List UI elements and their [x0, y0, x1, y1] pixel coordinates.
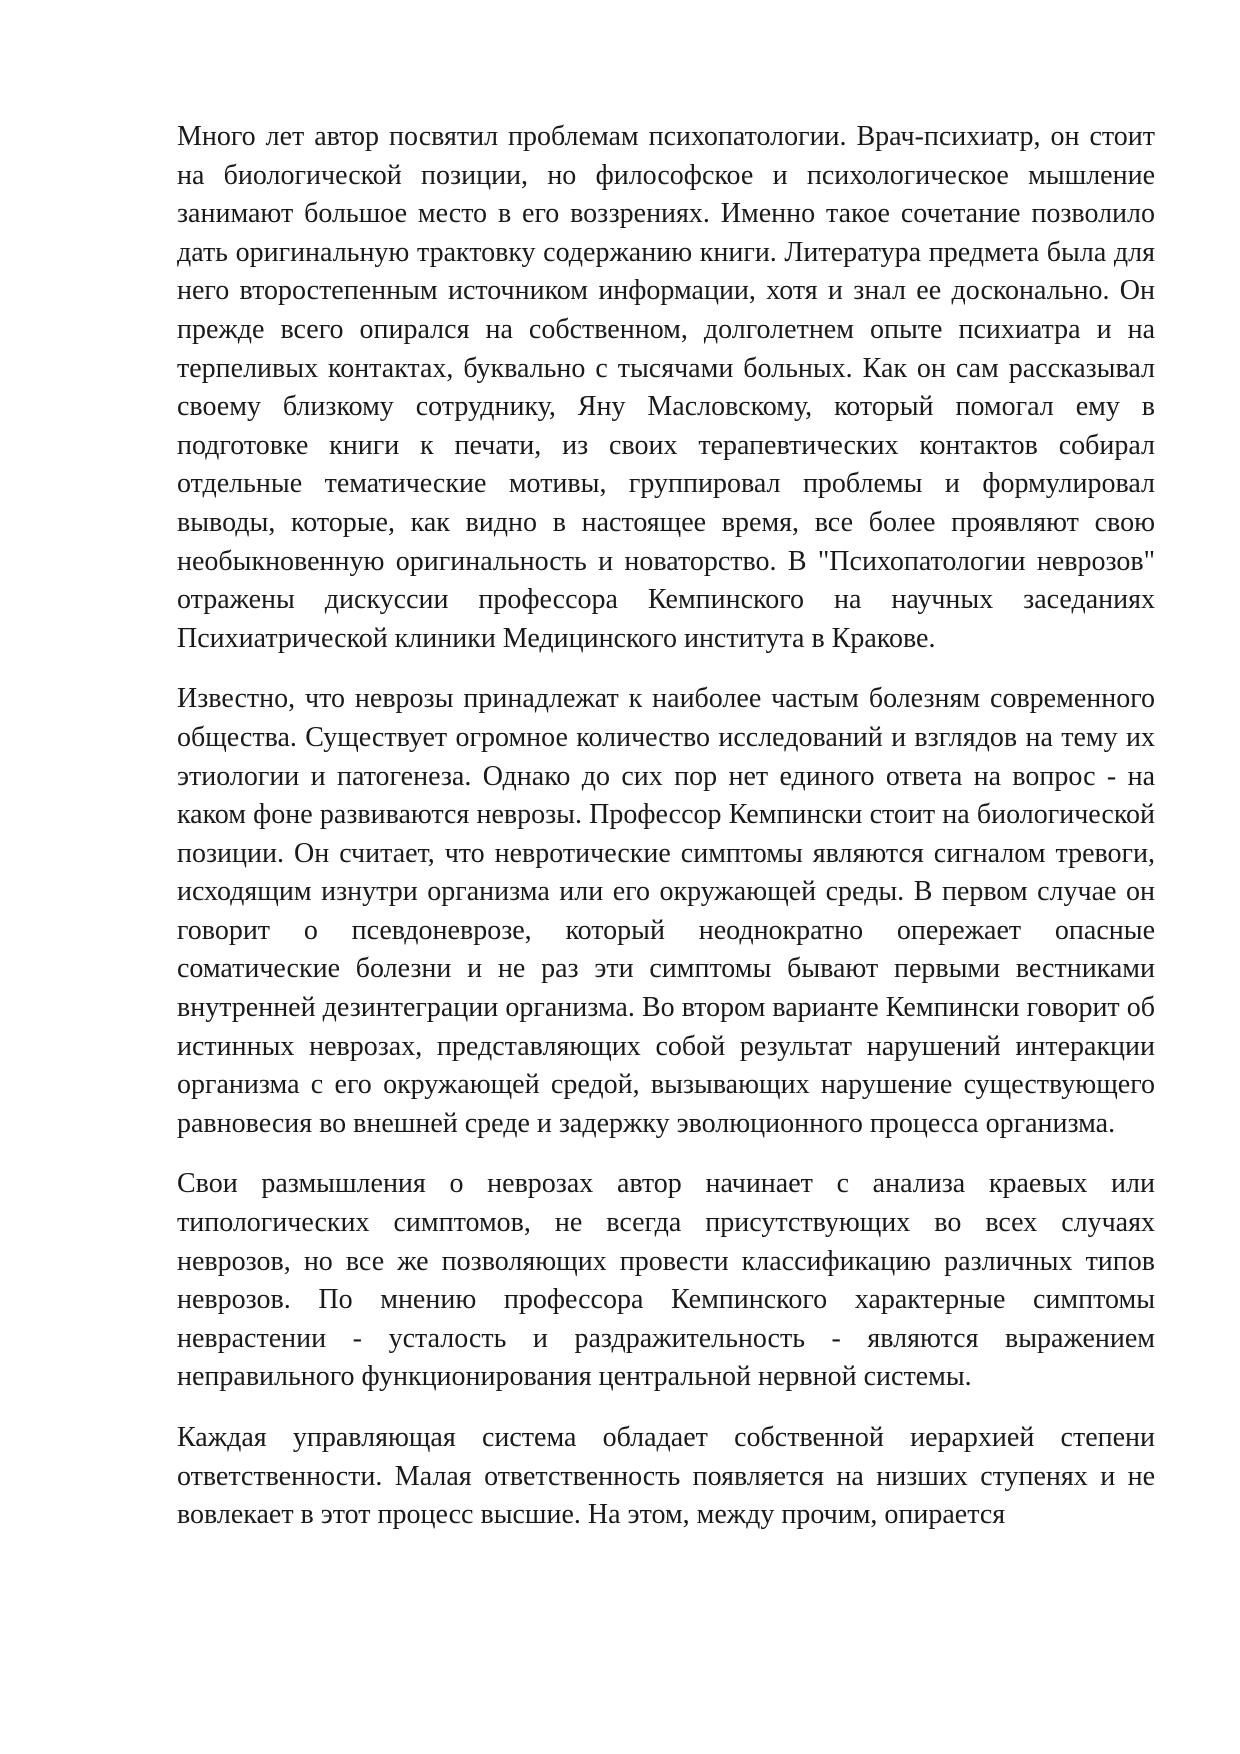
paragraph-1: Много лет автор посвятил проблемам психопатологии. Врач-психиатр, он стоит на биологической позиции, но философское и психологическое мышление занимают большое место в его воззрениях. Именно такое сочетание позволило дать оригинальную трактовку содержанию книги. Литература предмета была для него второстепенным источником информации, хотя и знал ее досконально. Он прежде всего опирался на собственном, долголетнем опыте психиатра и на терпеливых контактах, буквально с тысячами больных. Как он сам рассказывал своему близкому сотруднику, Яну Масловскому, который помогал ему в подготовке книги к печати, из своих терапевтических контактов собирал отдельные тематические мотивы, группировал проблемы и формулировал выводы, которые, как видно в настоящее время, все более проявляют свою необыкновенную оригинальность и новаторство. В "Психопатологии неврозов" отражены дискуссии профессора Кемпинского на научных заседаниях Психиатрической клиники Медицинского института в Кракове. [177, 121, 1155, 654]
paragraph-4: Каждая управляющая система обладает собственной иерархией степени ответственности. Малая ответственность появляется на низших ступенях и не вовлекает в этот процесс высшие. На этом, между прочим, опирается [177, 1422, 1155, 1531]
body-text [177, 118, 1155, 1557]
paragraph-3: Свои размышления о неврозах автор начинает с анализа краевых или типологических симптомов, не всегда присутствующих во всех случаях неврозов, но все же позволяющих провести классификацию различных типов неврозов. По мнению профессора Кемпинского характерные симптомы неврастении - усталость и раздражительность - являются выражением неправильного функционирования центральной нервной системы. [177, 1168, 1155, 1393]
paragraph-2: Известно, что неврозы принадлежат к наиболее частым болезням современного общества. Существует огромное количество исследований и взглядов на тему их этиологии и патогенеза. Однако до сих пор нет единого ответа на вопрос - на каком фоне развиваются неврозы. Профессор Кемпински стоит на биологической позиции. Он считает, что невротические симптомы являются сигналом тревоги, исходящим изнутри организма или его окружающей среды. В первом случае он говорит о псевдоневрозе, который неоднократно опережает опасные соматические болезни и не раз эти симптомы бывают первыми вестниками внутренней дезинтеграции организма. Во втором варианте Кемпински говорит об истинных неврозах, представляющих собой результат нарушений интеракции организма с его окружающей средой, вызывающих нарушение существующего равновесия во внешней среде и задержку эволюционного процесса организма. [177, 683, 1155, 1139]
